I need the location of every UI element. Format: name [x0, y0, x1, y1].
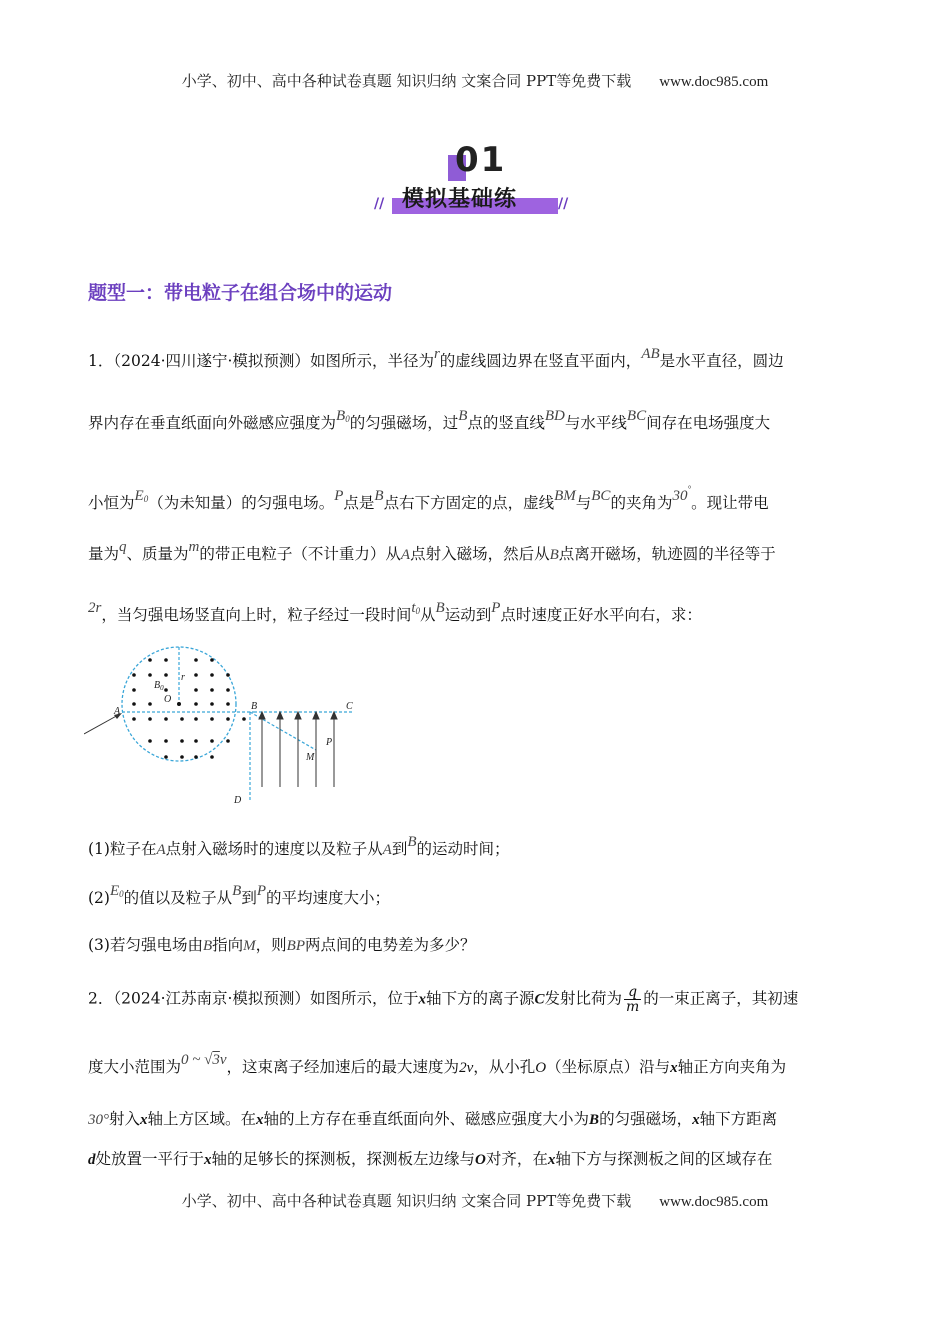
q2-line4: d处放置一平行于x轴的足够长的探测板，探测板左边缘与O对齐，在x轴下方与探测板之间的区域存在 [88, 1150, 773, 1168]
magnetic-field-dots [132, 658, 246, 759]
q1-line2: 界内存在垂直纸面向外磁感应强度为$B_0$的匀强磁场，过B点的竖直线BD与水平线BC间存在电场强度大 [88, 408, 771, 432]
fig-label-B0: $B_0$ [154, 680, 164, 692]
footer-text: 小学、初中、高中各种试卷真题 知识归纳 文案合同 PPT等免费下载 [181, 1192, 632, 1210]
fig-label-C: C [346, 701, 353, 712]
q1-sub3: (3)若匀强电场由B指向M，则BP两点间的电势差为多少？ [88, 936, 476, 954]
fig-label-M: M [306, 752, 315, 763]
q1-line1: 1．（2024·四川遂宁·模拟预测）如图所示，半径为r的虚线圆边界在竖直平面内，AB是水平直径，圆边 [88, 346, 784, 370]
fig-label-P: P [326, 737, 333, 748]
center-O [177, 702, 181, 706]
q1-figure [84, 642, 374, 810]
q1-line4: 量为q、质量为m的带正电粒子（不计重力）从A点射入磁场，然后从B点离开磁场，轨迹圆的半径等于 [88, 539, 776, 563]
footer-site[interactable]: www.doc985.com [659, 1194, 769, 1210]
fig-label-A: A [114, 706, 121, 717]
incident-ray [84, 714, 120, 734]
fig-label-O: O [164, 694, 172, 705]
badge-title: 模拟基础练 [402, 187, 518, 212]
q1-diagram [84, 642, 374, 810]
field-lines [259, 712, 337, 787]
q1-sub1: (1)粒子在A点射入磁场时的速度以及粒子从A到B的运动时间； [88, 834, 510, 858]
fig-label-D: D [234, 795, 242, 806]
q1-line5: 2r，当匀强电场竖直向上时，粒子经过一段时间$t_0$从B运动到P点时速度正好水平向右，求： [88, 600, 702, 624]
badge-number: 01 [455, 140, 507, 180]
header-site[interactable]: www.doc985.com [659, 74, 769, 90]
q1-line3: 小恒为$E_0$（为未知量）的匀强电场。P点是B点右下方固定的点，虚线BM与BC的夹角为30°。现让带电 [88, 484, 769, 512]
page-footer [0, 1190, 950, 1211]
section-title: 题型一：带电粒子在组合场中的运动 [88, 282, 393, 304]
fig-label-B: B [251, 701, 258, 712]
badge-slash-left: // [374, 196, 385, 212]
fig-label-r: r [181, 672, 185, 683]
q2-line1: 2．（2024·江苏南京·模拟预测）如图所示，位于x轴下方的离子源C发射比荷为 $\frac{q}{m}$ 的一束正离子，其初速 [88, 984, 799, 1015]
section-badge [370, 140, 580, 220]
q2-line3: 30°射入x轴上方区域。在x轴的上方存在垂直纸面向外、磁感应强度大小为B的匀强磁场，x轴下方距离 [88, 1110, 778, 1128]
charge-mass-ratio: $\frac{q}{m}$ [626, 984, 640, 1015]
badge-slash-right: // [558, 196, 569, 212]
page-header [0, 70, 950, 91]
header-text: 小学、初中、高中各种试卷真题 知识归纳 文案合同 PPT等免费下载 [181, 72, 632, 90]
q1-sub2: $(2)E_0$的值以及粒子从B到P的平均速度大小； [88, 883, 391, 907]
q2-line2: 度大小范围为0 ~ √3v，这束离子经加速后的最大速度为2v，从小孔O（坐标原点）沿与x轴正方向夹角为 [88, 1052, 787, 1076]
